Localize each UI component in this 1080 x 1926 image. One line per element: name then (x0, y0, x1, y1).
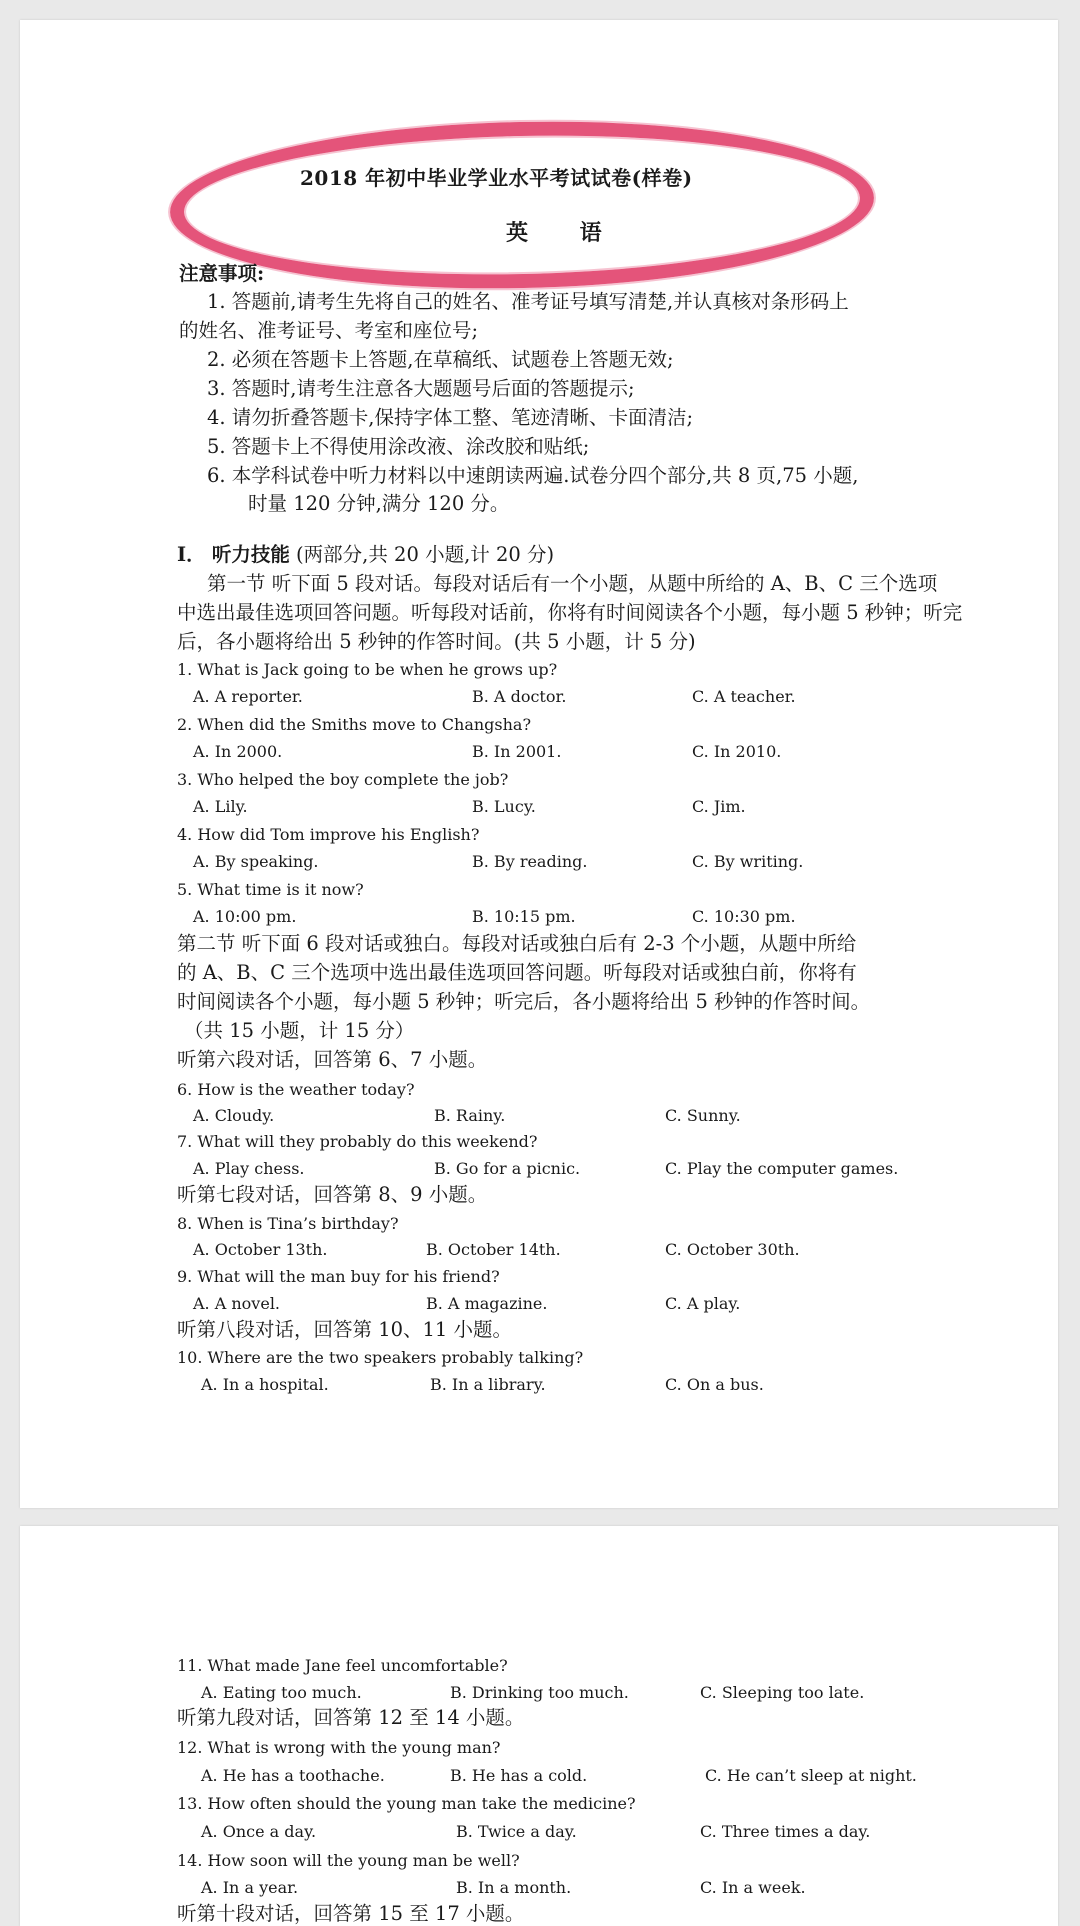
question-stem: 13. How often should the young man take the medicine? (177, 1794, 636, 1813)
option-c: C. In a week. (700, 1878, 806, 1897)
option-b: B. Go for a picnic. (434, 1159, 581, 1178)
notice-item: 6. 本学科试卷中听力材料以中速朗读两遍.试卷分四个部分,共 8 页,75 小题, (207, 464, 859, 487)
notice-item: 3. 答题时,请考生注意各大题题号后面的答题提示; (207, 377, 635, 400)
option-b: B. In 2001. (472, 742, 562, 761)
section2-instruction: 时间阅读各个小题，每小题 5 秒钟；听完后，各小题将给出 5 秒钟的作答时间。 (177, 990, 871, 1013)
exam-page-1 (20, 20, 1058, 1508)
question-stem: 6. How is the weather today? (177, 1080, 415, 1099)
option-c: C. By writing. (692, 852, 804, 871)
option-a: A. In a year. (201, 1878, 299, 1897)
option-b: B. 10:15 pm. (472, 907, 576, 926)
option-c: C. On a bus. (665, 1375, 764, 1394)
option-a: A. He has a toothache. (201, 1766, 385, 1785)
option-b: B. He has a cold. (450, 1766, 588, 1785)
part1-title: 听力技能 (211, 543, 290, 566)
option-a: A. In a hospital. (201, 1375, 329, 1394)
option-b: B. Rainy. (434, 1106, 506, 1125)
option-c: C. Sunny. (665, 1106, 741, 1125)
option-a: A. Once a day. (201, 1822, 317, 1841)
option-c: C. Play the computer games. (665, 1159, 899, 1178)
option-c: C. 10:30 pm. (692, 907, 796, 926)
option-c: C. He can’t sleep at night. (705, 1766, 917, 1785)
option-a: A. 10:00 pm. (193, 907, 297, 926)
part1-heading (177, 545, 554, 565)
option-a: A. A novel. (193, 1294, 281, 1313)
question-stem: 10. Where are the two speakers probably talking? (177, 1348, 584, 1367)
option-a: A. Lily. (193, 797, 248, 816)
section2-instruction: （共 15 小题，计 15 分） (184, 1019, 415, 1042)
option-b: B. A doctor. (472, 687, 567, 706)
notice-item: 2. 必须在答题卡上答题,在草稿纸、试题卷上答题无效; (207, 348, 674, 371)
option-a: A. Play chess. (193, 1159, 305, 1178)
option-b: B. October 14th. (426, 1240, 561, 1259)
option-b: B. A magazine. (426, 1294, 548, 1313)
option-a: A. Cloudy. (193, 1106, 275, 1125)
option-c: C. Jim. (692, 797, 746, 816)
section2-instruction: 第二节 听下面 6 段对话或独白。每段对话或独白后有 2-3 个小题，从题中所给 (177, 932, 857, 955)
notice-heading: 注意事项: (179, 262, 265, 285)
option-b: B. Lucy. (472, 797, 536, 816)
option-b: B. In a library. (430, 1375, 546, 1394)
question-stem: 12. What is wrong with the young man? (177, 1738, 501, 1757)
dialog-instruction: 听第七段对话，回答第 8、9 小题。 (177, 1183, 488, 1206)
option-a: A. By speaking. (193, 852, 319, 871)
option-c: C. October 30th. (665, 1240, 800, 1259)
option-b: B. By reading. (472, 852, 588, 871)
subject-title: 英 语 (506, 220, 624, 246)
option-c: C. Sleeping too late. (700, 1683, 865, 1702)
question-stem: 5. What time is it now? (177, 880, 364, 899)
question-stem: 9. What will the man buy for his friend? (177, 1267, 500, 1286)
question-stem: 8. When is Tina’s birthday? (177, 1214, 399, 1233)
question-stem: 4. How did Tom improve his English? (177, 825, 480, 844)
question-stem: 3. Who helped the boy complete the job? (177, 770, 509, 789)
option-b: B. Twice a day. (456, 1822, 577, 1841)
dialog-instruction: 听第十段对话，回答第 15 至 17 小题。 (177, 1902, 525, 1925)
part1-number: Ⅰ． (177, 543, 206, 566)
notice-item: 1. 答题前,请考生先将自己的姓名、准考证号填写清楚,并认真核对条形码上 (207, 290, 849, 313)
exam-page-2 (20, 1526, 1058, 1926)
option-a: A. October 13th. (193, 1240, 328, 1259)
question-stem: 14. How soon will the young man be well? (177, 1851, 520, 1870)
option-b: B. In a month. (456, 1878, 572, 1897)
dialog-instruction: 听第八段对话，回答第 10、11 小题。 (177, 1318, 513, 1341)
notice-item: 4. 请勿折叠答题卡,保持字体工整、笔迹清晰、卡面清洁; (207, 406, 694, 429)
part1-note: (两部分,共 20 小题,计 20 分) (296, 543, 555, 566)
option-a: A. In 2000. (193, 742, 283, 761)
question-stem: 11. What made Jane feel uncomfortable? (177, 1656, 508, 1675)
option-b: B. Drinking too much. (450, 1683, 629, 1702)
section1-instruction: 中选出最佳选项回答问题。听每段对话前，你将有时间阅读各个小题，每小题 5 秒钟；听完 (177, 601, 963, 624)
notice-item: 5. 答题卡上不得使用涂改液、涂改胶和贴纸; (207, 435, 590, 458)
exam-title: 2018 年初中毕业学业水平考试试卷(样卷) (300, 166, 693, 190)
option-c: C. A play. (665, 1294, 741, 1313)
question-stem: 1. What is Jack going to be when he grows up? (177, 660, 558, 679)
option-c: C. Three times a day. (700, 1822, 871, 1841)
notice-item: 的姓名、准考证号、考室和座位号; (179, 319, 479, 342)
dialog-instruction: 听第六段对话，回答第 6、7 小题。 (177, 1048, 488, 1071)
question-stem: 2. When did the Smiths move to Changsha? (177, 715, 532, 734)
option-c: C. In 2010. (692, 742, 782, 761)
question-stem: 7. What will they probably do this weekend? (177, 1132, 538, 1151)
dialog-instruction: 听第九段对话，回答第 12 至 14 小题。 (177, 1706, 525, 1729)
option-c: C. A teacher. (692, 687, 796, 706)
section1-instruction: 后，各小题将给出 5 秒钟的作答时间。(共 5 小题，计 5 分) (177, 630, 696, 653)
section2-instruction: 的 A、B、C 三个选项中选出最佳选项回答问题。听每段对话或独白前，你将有 (177, 961, 857, 984)
option-a: A. A reporter. (193, 687, 303, 706)
highlight-oval (168, 115, 875, 296)
option-a: A. Eating too much. (201, 1683, 362, 1702)
notice-item: 时量 120 分钟,满分 120 分。 (248, 492, 510, 515)
section1-instruction: 第一节 听下面 5 段对话。每段对话后有一个小题，从题中所给的 A、B、C 三个选项 (207, 572, 938, 595)
